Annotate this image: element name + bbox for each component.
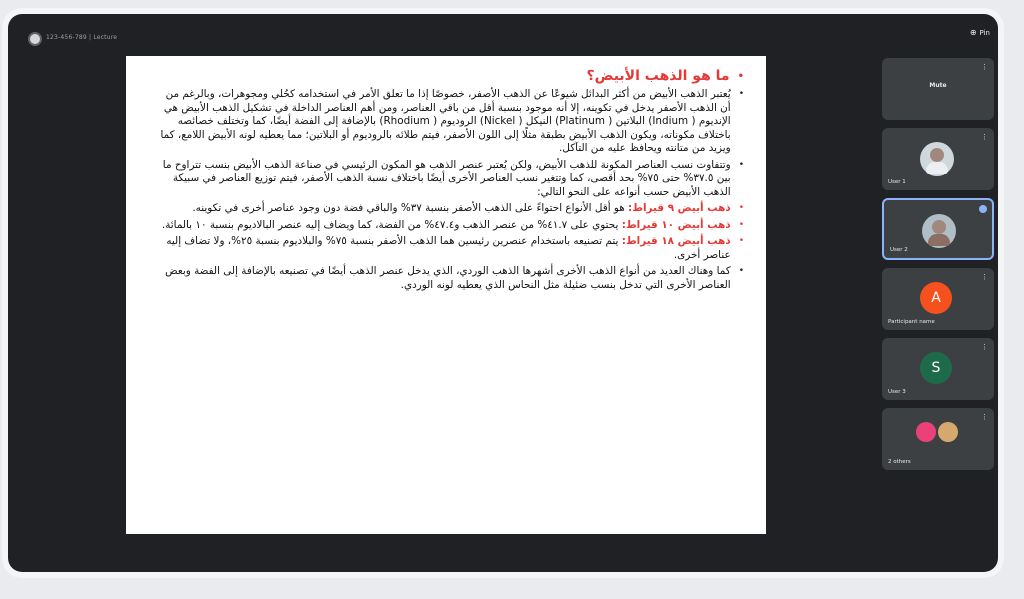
more-options-icon[interactable]: ⋮ <box>981 413 988 421</box>
avatar <box>916 422 936 442</box>
pin-icon: ⊕ <box>969 28 977 37</box>
participant-name: User 2 <box>890 247 908 253</box>
karat-text: هو أقل الأنواع احتواءً على الذهب الأصفر بنسبة ٣٧% والباقي فضة دون وجود عناصر أخرى في تكوينه. <box>192 202 629 214</box>
paragraph <box>152 88 744 156</box>
karat-label: ذهب أبيض ١٨ قيراط: <box>621 235 731 247</box>
avatar: S <box>920 352 952 384</box>
avatar <box>920 142 954 176</box>
karat-text: يتم تصنيعه باستخدام عنصرين رئيسين هما الذهب الأصفر بنسبة ٧٥% والبلاديوم بنسبة ٢٥%، ولا تضاف إليه عناصر أخرى. <box>166 235 731 261</box>
pin-control[interactable] <box>970 28 990 37</box>
paragraph <box>152 265 744 292</box>
avatar <box>938 422 958 442</box>
avatar-head-icon <box>932 220 946 234</box>
bullet-icon: • <box>738 203 744 213</box>
paragraph-text: وتتفاوت نسب العناصر المكونة للذهب الأبيض، ولكن يُعتبر عنصر الذهب هو المكون الرئيسي في صناعة الذهب الأبيض بنسب تتراوح ما بين ٣٧.٥% حتى ٧٥% بحد أقصى، كما وتتغير نسب العناصر الأخرى أيضًا باختلاف نسبة الذهب الأصفر، فيتم توزيع العناصر في سبيكة الذهب الأبيض حسب أنواعه على النحو التالي: <box>162 158 731 198</box>
paragraph <box>152 202 744 216</box>
more-options-icon[interactable]: ⋮ <box>981 63 988 71</box>
bullet-icon: • <box>738 236 744 246</box>
meeting-title: 123-456-789 | Lecture <box>46 34 118 41</box>
avatar <box>922 214 956 248</box>
participant-name: Participant name <box>888 319 935 325</box>
paragraph-text <box>152 219 731 233</box>
bullet-icon: • <box>738 89 744 99</box>
participant-tile[interactable] <box>882 58 994 120</box>
pin-label: Pin <box>979 28 990 37</box>
bullet-icon: • <box>738 159 744 170</box>
participant-tile-active[interactable] <box>882 198 994 260</box>
participants-panel <box>882 58 994 478</box>
top-bar <box>8 14 998 54</box>
avatar-head-icon <box>930 148 944 162</box>
paragraph <box>152 219 744 233</box>
paragraph <box>152 235 744 262</box>
bullet-icon: • <box>738 266 744 276</box>
slide-title-text: ما هو الذهب الأبيض؟ <box>586 68 730 84</box>
paragraph-text <box>152 202 731 216</box>
paragraph <box>152 159 744 200</box>
avatar: A <box>920 282 952 314</box>
participant-tile[interactable] <box>882 408 994 470</box>
karat-text: يحتوي على ٤١.٧% من عنصر الذهب و٤٧.٤% من الفضة، كما ويضاف إليه عنصر البالاديوم بنسبة ١٠ بالمائة. <box>161 218 622 231</box>
title-bullet-icon: • <box>737 70 744 82</box>
meeting-window <box>8 14 998 572</box>
paragraph-text: يُعتبر الذهب الأبيض من أكثر البدائل شيوعًا عن الذهب الأصفر، خصوصًا إذا ما تعلق الأمر في استخدامه كحُلي ومجوهرات، وبالرغم من أن الذهب الأصفر يدخل في تكوينه، إلا أنه موجود بنسبة أقل من باقي العناصر، ومن أهم العناصر الداخلة في تشكيل الذهب الأبيض هي الإنديوم ( Indium) البلاتين ( Platinum) النيكل ( Nickel) الروديوم ( Rhodium) بالإضافة إلى الفضة أيضًا، كما وتختلف خصائصه باختلاف مكوناته، ويكون الذهب الأبيض بطبقة مثلًا إلى اللون الأصفر، فيتم طلائه بالروديوم أو البلاتين؛ مما يعطيه لونه الأبيض اللامع، كما ويزيد من متانته ويحافظ عليه من التآكل. <box>160 88 731 154</box>
avatar-body-icon <box>926 162 948 174</box>
bullet-icon: • <box>738 219 744 230</box>
participant-tile[interactable] <box>882 128 994 190</box>
presentation-slide <box>126 56 766 534</box>
slide-title <box>152 68 744 84</box>
avatar-body-icon <box>928 234 950 246</box>
grouped-avatars <box>916 422 958 442</box>
participant-name: User 1 <box>888 179 906 185</box>
speaking-indicator-icon <box>979 205 987 213</box>
participant-tile[interactable] <box>882 268 994 330</box>
more-options-icon[interactable]: ⋮ <box>981 273 988 281</box>
participant-status: Mute <box>929 82 947 89</box>
paragraph-text <box>152 235 731 262</box>
more-options-icon[interactable]: ⋮ <box>981 133 988 141</box>
karat-label: ذهب أبيض ١٠ قيراط: <box>621 218 731 231</box>
karat-label: ذهب أبيض ٩ قيراط: <box>628 202 731 214</box>
paragraph-text: كما وهناك العديد من أنواع الذهب الأخرى أشهرها الذهب الوردي، الذي يدخل عنصر الذهب أيضًا في تصنيعه بالإضافة إلى الفضة وبعض العناصر الأخرى التي تدخل بنسب ضئيلة مثل النحاس الذي يعطيه لونه الوردي. <box>165 265 731 291</box>
participant-tile[interactable] <box>882 338 994 400</box>
participant-name: 2 others <box>888 459 911 465</box>
meet-logo-icon <box>28 32 42 46</box>
more-options-icon[interactable]: ⋮ <box>981 343 988 351</box>
participant-name: User 3 <box>888 389 906 395</box>
